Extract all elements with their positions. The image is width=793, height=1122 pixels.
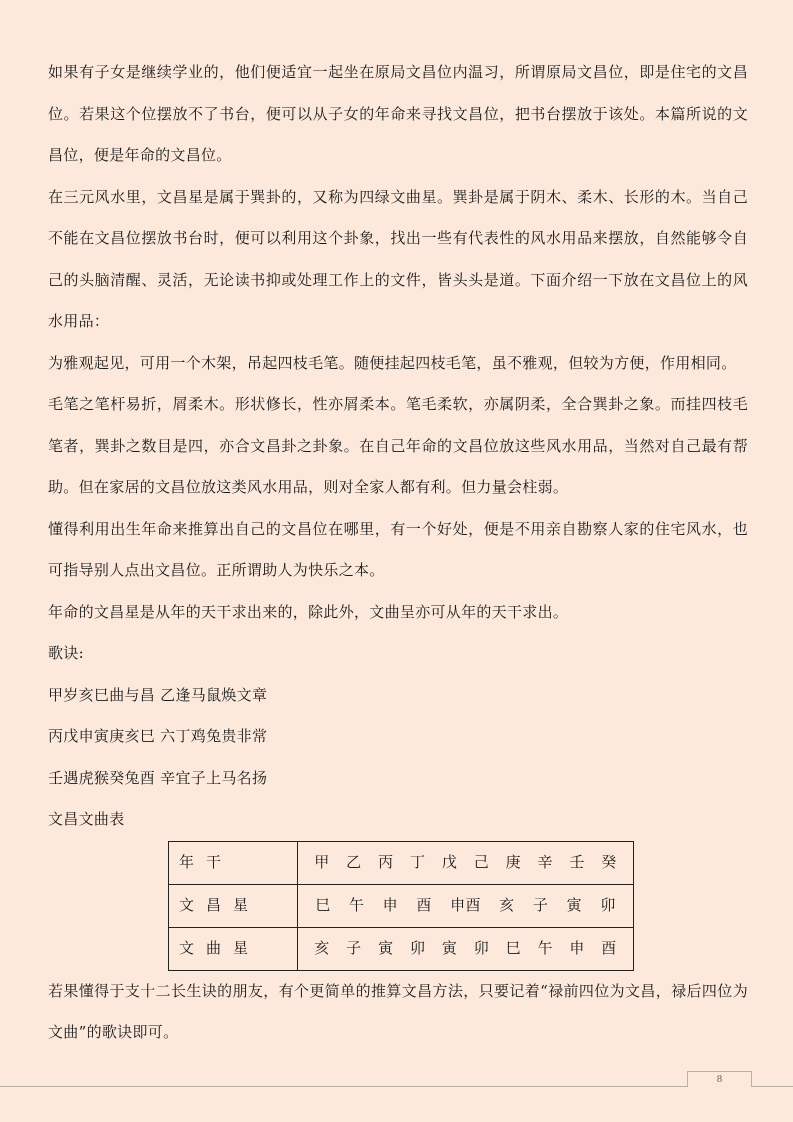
page-number: 8 xyxy=(687,1071,752,1087)
footer-divider xyxy=(0,1086,793,1087)
table-cell: 子 xyxy=(532,895,549,914)
verse-heading: 歌诀: xyxy=(48,644,84,662)
row-label: 文昌星 xyxy=(169,884,298,927)
row-label: 年干 xyxy=(169,841,298,884)
paragraph: 年命的文昌星是从年的天干求出来的，除此外，文曲呈亦可从年的天干求出。 xyxy=(48,602,569,621)
verse-line: 丙戊申寅庚亥巳 六丁鸡兔贵非常 xyxy=(48,727,268,745)
table-cell: 亥 xyxy=(499,895,515,914)
table-cell: 酉 xyxy=(416,895,432,914)
wenchang-wenqu-table xyxy=(168,841,634,971)
table-cell: 子 xyxy=(346,938,362,957)
table-cell: 乙 xyxy=(346,852,362,871)
row-values xyxy=(298,884,634,927)
table-cell: 寅 xyxy=(566,895,582,914)
table-cell: 寅 xyxy=(441,938,458,957)
table-cell: 辛 xyxy=(537,852,553,871)
closing-paragraph: 若果懂得于支十二长生诀的朋友，有个更简单的推算文昌方法，只要记着“禄前四位为文昌，禄后四位为文曲”的歌诀即可。 xyxy=(48,981,748,1041)
paragraph: 如果有子女是继续学业的，他们便适宜一起坐在原局文昌位内温习，所谓原局文昌位，即是住宅的文昌位。若果这个位摆放不了书台，便可以从子女的年命来寻找文昌位，把书台摆放于该处。本篇所说的文昌位，便是年命的文昌位。 xyxy=(48,63,748,164)
table-cell: 午 xyxy=(348,895,365,914)
table-cell: 寅 xyxy=(378,938,394,957)
table-cell: 卯 xyxy=(473,938,490,957)
table-row xyxy=(169,927,634,970)
table-cell: 丙 xyxy=(378,852,394,871)
row-values xyxy=(298,927,634,970)
row-label: 文曲星 xyxy=(169,927,298,970)
table-cell: 己 xyxy=(473,852,490,871)
table-row xyxy=(169,884,634,927)
table-cell: 午 xyxy=(537,938,553,957)
table-cell: 申 xyxy=(569,938,585,957)
verse-line: 甲岁亥巳曲与昌 乙逢马鼠焕文章 xyxy=(48,685,268,704)
wenchang-table-wrap xyxy=(168,841,748,971)
table-cell: 癸 xyxy=(601,852,617,871)
document-body xyxy=(48,52,748,1054)
table-cell: 申酉 xyxy=(450,895,481,914)
table-cell: 戊 xyxy=(441,852,458,871)
table-cell: 庚 xyxy=(505,852,521,871)
table-cell: 巳 xyxy=(505,938,521,957)
table-cell: 丁 xyxy=(409,852,426,871)
table-cell: 卯 xyxy=(409,938,426,957)
paragraph: 为雅观起见，可用一个木架，吊起四枝毛笔。随便挂起四枝毛笔，虽不雅观，但较为方便，作用相同。 xyxy=(48,353,737,372)
table-cell: 巳 xyxy=(315,895,331,914)
table-caption: 文昌文曲表 xyxy=(48,810,125,828)
paragraph: 在三元风水里，文昌星是属于巽卦的，又称为四绿文曲星。巽卦是属于阴木、柔木、长形的木。当自己不能在文昌位摆放书台时，便可以利用这个卦象，找出一些有代表性的风水用品来摆放，自然能够令自己的头脑清醒、灵活，无论读书抑或处理工作上的文件，皆头头是道。下面介绍一下放在文昌位上的风水用品： xyxy=(48,187,748,330)
paragraph: 毛笔之笔杆易折，屑柔木。形状修长，性亦屑柔本。笔毛柔软，亦属阴柔，全合巽卦之象。而挂四枝毛笔者，巽卦之数目是四，亦合文昌卦之卦象。在自己年命的文昌位放这些风水用品，当然对自己最有帮助。但在家居的文昌位放这类风水用品，则对全家人都有利。但力量会柱弱。 xyxy=(48,395,748,496)
verse-line: 壬遇虎猴癸兔酉 辛宜子上马名扬 xyxy=(48,768,268,787)
table-cell: 甲 xyxy=(314,852,330,871)
table-cell: 亥 xyxy=(314,938,330,957)
row-values xyxy=(298,841,634,884)
table-cell: 申 xyxy=(382,895,398,914)
paragraph: 懂得利用出生年命来推算出自己的文昌位在哪里，有一个好处，便是不用亲自勘察人家的住宅风水，也可指导别人点出文昌位。正所谓助人为快乐之本。 xyxy=(48,519,748,579)
table-cell: 酉 xyxy=(601,938,617,957)
table-cell: 卯 xyxy=(600,895,616,914)
table-cell: 壬 xyxy=(569,852,585,871)
table-row xyxy=(169,841,634,884)
